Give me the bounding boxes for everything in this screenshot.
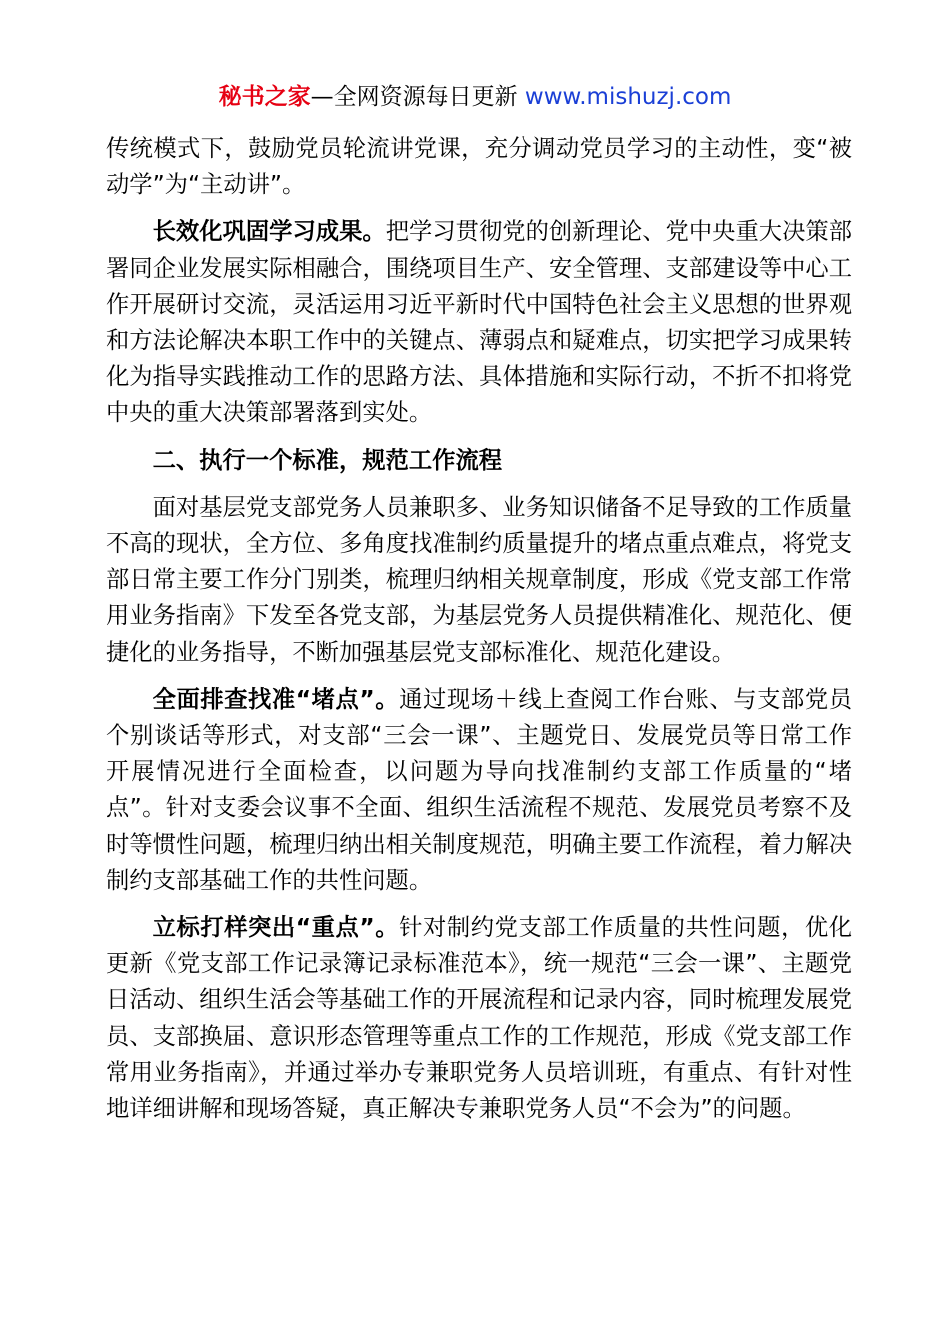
- paragraph-lead: 立标打样突出“重点”。: [152, 914, 400, 942]
- paragraph-learning-results: [106, 214, 852, 431]
- paragraph-text: 面对基层党支部党务人员兼职多、业务知识储备不足导致的工作质量不高的现状，全方位、多角度找准制约质量提升的堵点重点难点，将党支部日常主要工作分门别类，梳理归纳相关规章制度，形成《党支部工作常用业务指南》下发至各党支部，为基层党务人员提供精准化、规范化、便捷化的业务指导，不断加强基层党支部标准化、规范化建设。: [106, 493, 852, 666]
- paragraph-standard-intro: [106, 490, 852, 671]
- paragraph-text: 针对制约党支部工作质量的共性问题，优化更新《党支部工作记录簿记录标准范本》，统一规范“三会一课”、主题党日活动、组织生活会等基础工作的开展流程和记录内容，同时梳理发展党员、支部换届、意识形态管理等重点工作的工作规范，形成《党支部工作常用业务指南》，并通过举办专兼职党务人员培训班，有重点、有针对性地详细讲解和现场答疑，真正解决专兼职党务人员“不会为”的问题。: [106, 914, 853, 1123]
- paragraph-key-points: [106, 910, 852, 1127]
- header-slogan: —全网资源每日更新: [310, 84, 525, 110]
- site-header: [0, 80, 950, 114]
- paragraph-lead: 长效化巩固学习成果。: [152, 218, 386, 246]
- brand-name: 秘书之家: [218, 84, 311, 110]
- paragraph-continuation: [106, 131, 852, 203]
- site-url-link[interactable]: www.mishuzj.com: [524, 84, 732, 110]
- paragraph-text: 把学习贯彻党的创新理论、党中央重大决策部署同企业发展实际相融合，围绕项目生产、安全管理、支部建设等中心工作开展研讨交流，灵活运用习近平新时代中国特色社会主义思想的世界观和方法论解决本职工作中的关键点、薄弱点和疑难点，切实把学习成果转化为指导实践推动工作的思路方法、具体措施和实际行动，不折不扣将党中央的重大决策部署落到实处。: [106, 218, 852, 427]
- section-heading: 二、执行一个标准，规范工作流程: [152, 446, 503, 474]
- paragraph-blockage-points: [106, 682, 852, 899]
- paragraph-lead: 全面排查找准“堵点”。: [152, 685, 400, 713]
- paragraph-text: 通过现场＋线上查阅工作台账、与支部党员个别谈话等形式，对支部“三会一课”、主题党日、发展党员等日常工作开展情况进行全面检查，以问题为导向找准制约支部工作质量的“堵点”。针对支委会议事不全面、组织生活流程不规范、发展党员考察不及时等惯性问题，梳理归纳出相关制度规范，明确主要工作流程，着力解决制约支部基础工作的共性问题。: [106, 685, 853, 894]
- document-body: [106, 131, 852, 1138]
- paragraph-text: 传统模式下，鼓励党员轮流讲党课，充分调动党员学习的主动性，变“被动学”为“主动讲”。: [106, 135, 852, 199]
